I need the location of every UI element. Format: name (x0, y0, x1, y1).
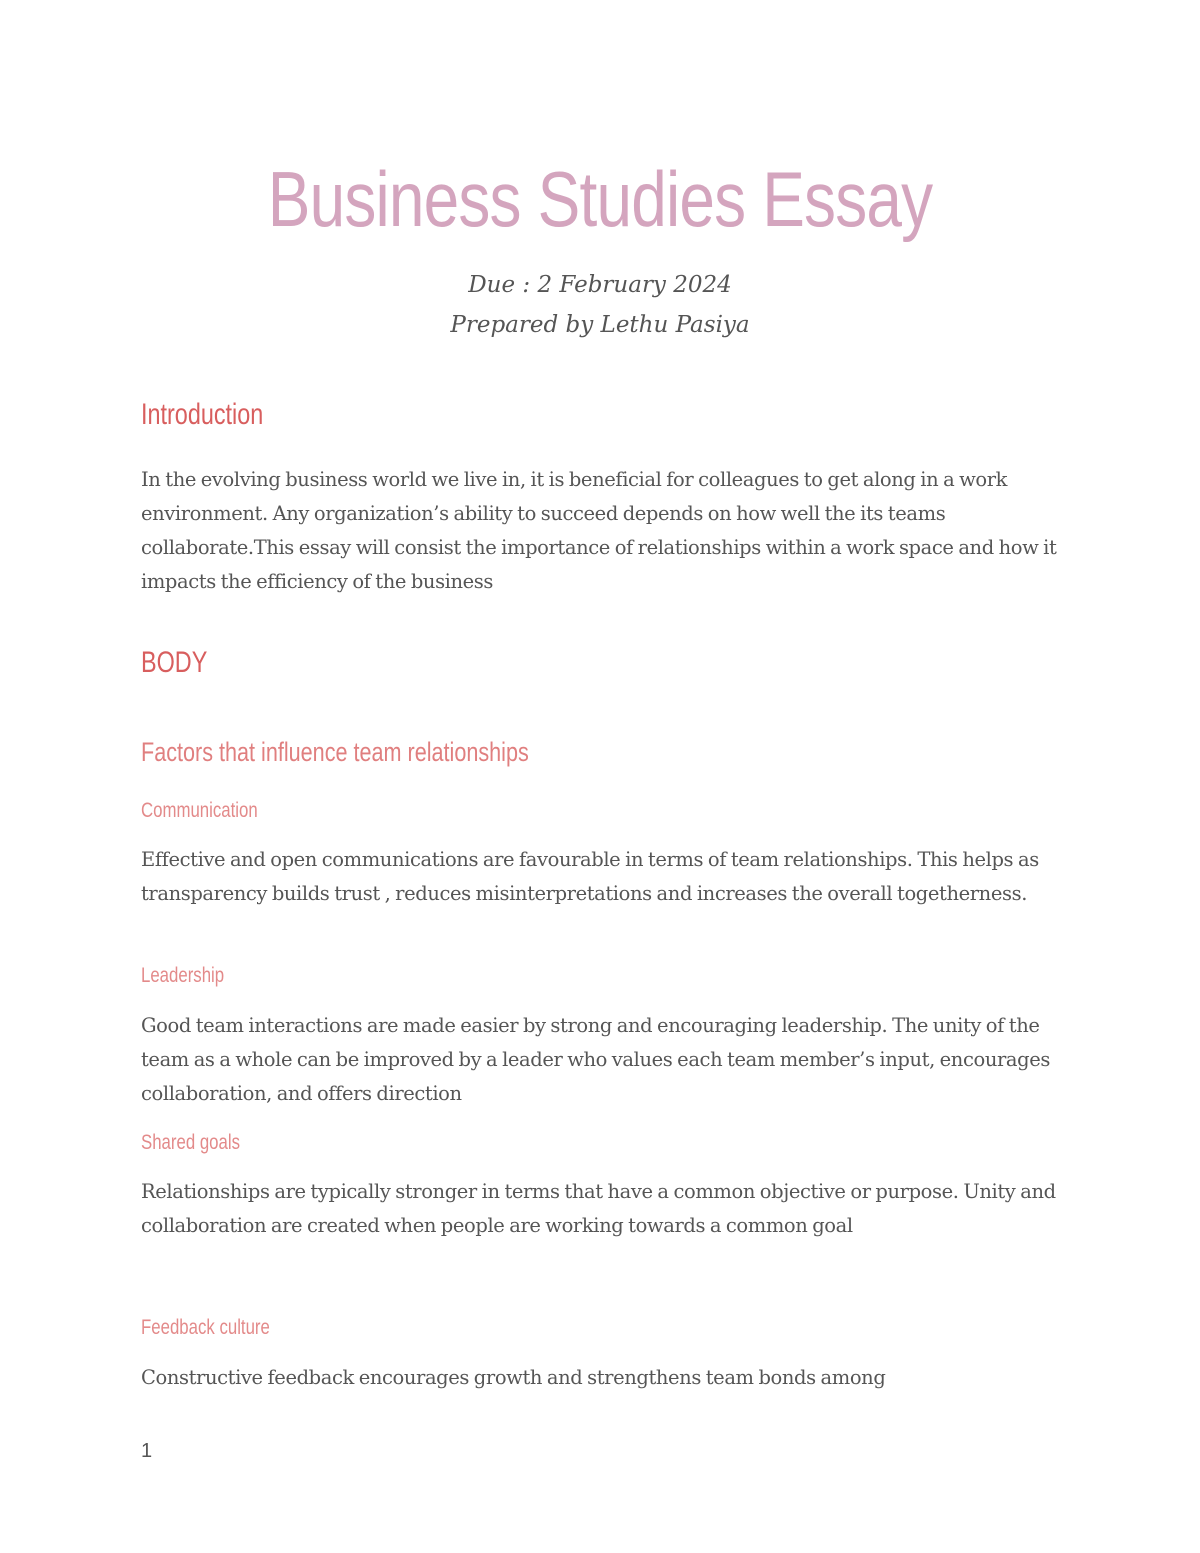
prepared-by: Prepared by Lethu Pasiya (450, 312, 750, 338)
document-title: Business Studies Essay (267, 155, 933, 243)
body-heading: BODY (141, 646, 208, 679)
paragraph-feedback-culture: Constructive feedback encourages growth and strengthens team bonds among (141, 1366, 886, 1389)
section-heading-factors: Factors that influence team relationships (141, 737, 529, 767)
paragraph-communication: Effective and open communications are favourable in terms of team relationships. This helps as transparency builds trust , reduces misinterpretations and increases the overall togetherness. (141, 848, 1039, 905)
paragraph-shared-goals: Relationships are typically stronger in terms that have a common objective or purpose. Unity and collaboration are created when people are working towards a common goal (141, 1180, 1056, 1237)
paragraph-leadership: Good team interactions are made easier by strong and encouraging leadership. The unity of the team as a whole can be improved by a leader who values each team member’s input, encourages collaboration, and offers direction (141, 1014, 1050, 1105)
page-number: 1 (141, 1440, 153, 1462)
due-date: Due : 2 February 2024 (468, 272, 732, 298)
subheading-leadership: Leadership (141, 964, 225, 987)
subheading-communication: Communication (141, 799, 258, 822)
introduction-paragraph: In the evolving business world we live in, it is beneficial for colleagues to get along in a work environment. Any organization’s ability to succeed depends on how well the its teams collaborate.This essay will consist the importance of relationships within a work space and how it impacts the efficiency of the business (141, 468, 1057, 593)
subheading-feedback-culture: Feedback culture (141, 1316, 270, 1339)
introduction-heading: Introduction (141, 398, 264, 431)
subheading-shared-goals: Shared goals (141, 1131, 241, 1154)
